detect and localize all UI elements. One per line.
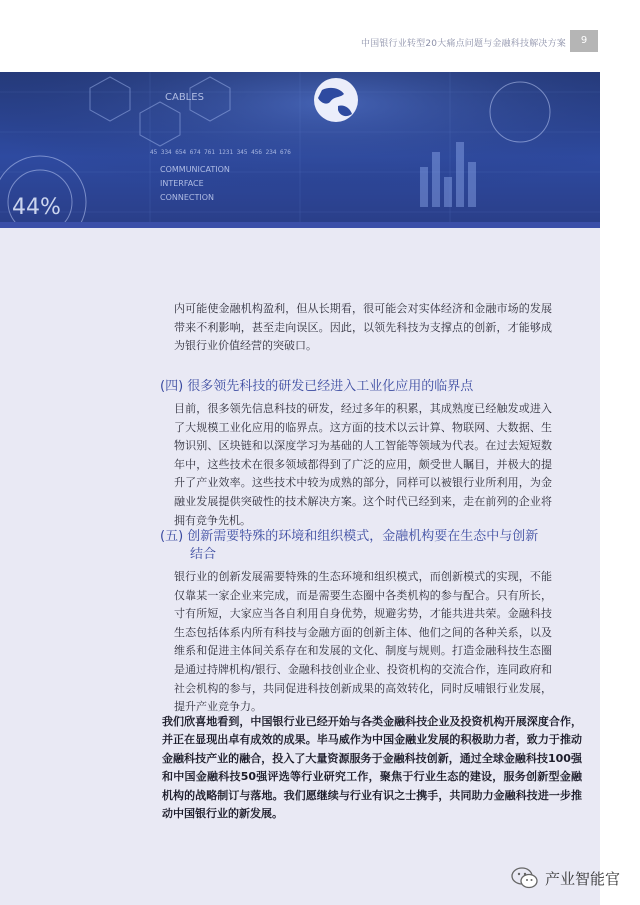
banner-word-connection: CONNECTION — [160, 193, 215, 202]
banner-word-interface: INTERFACE — [160, 179, 204, 188]
closing-paragraph: 我们欣喜地看到，中国银行业已经开始与各类金融科技企业及投资机构开展深度合作，并正在显现出卓有成效的成果。毕马威作为中国金融业发展的积极助力者，致力于推动金融科技产业的融合，投入了大量资源服务于金融科技创新，通过全球金融科技100强和中国金融科技50强评选等行业研究工作，聚焦于行业生态的建设，服务创新型金融机构的战略制订与落地。我们愿继续与行业有识之士携手，共同助力金融科技进一步推动中国银行业的新发展。 — [162, 715, 582, 821]
watermark-label: 产业智能官 — [544, 869, 620, 888]
section-5-heading-line2: 结合 — [190, 547, 217, 562]
banner-word-communication: COMMUNICATION — [160, 165, 230, 174]
section-5-heading-line1: (五) 创新需要特殊的环境和组织模式，金融机构要在生态中与创新 — [160, 529, 539, 544]
section-5-paragraph: 银行业的创新发展需要特殊的生态环境和组织模式，而创新模式的实现，不能仅靠某一家企业来完成，而是需要生态圈中各类机构的参与配合。只有所长，寸有所短，大家应当各自利用自身优势，规避劣势，才能共进共荣。金融科技生态包括体系内所有科技与金融方面的创新主体、他们之间的各种关系，以及维系和促进主体间关系存在和发展的文化、制度与规则。打造金融科技生态圈是通过持牌机构/银行、金融科技创业企业、投资机构的交流合作，连同政府和社会机构的参与，共同促进科技创新成果的高效转化，同时反哺银行业发展，提升产业竞争力。 — [174, 570, 552, 714]
globe-icon — [314, 78, 358, 122]
watermark — [511, 867, 620, 889]
banner-graphic — [0, 72, 600, 226]
page-number: 9 — [570, 30, 598, 52]
wechat-icon — [511, 867, 539, 889]
section-4-paragraph: 目前，很多领先信息科技的研发，经过多年的积累，其成熟度已经触发或进入了大规模工业化应用的临界点。这方面的技术以云计算、物联网、大数据、生物识别、区块链和以深度学习为基础的人工智能等领域为代表。在过去短短数年中，这些技术在很多领域都得到了广泛的应用，颇受世人瞩目，并极大的提升了产业效率。这些技术中较为成熟的部分，同样可以被银行业所利用，为金融业发展提供突破性的技术解决方案。这个时代已经到来，走在前列的企业将拥有竞争先机。 — [174, 402, 552, 527]
banner-image — [0, 72, 600, 226]
intro-paragraph: 内可能使金融机构盈利，但从长期看，很可能会对实体经济和金融市场的发展带来不利影响，甚至走向误区。因此，以领先科技为支撑点的创新，才能够成为银行业价值经营的突破口。 — [174, 302, 552, 353]
header-title: 中国银行业转型20大痛点问题与金融科技解决方案 — [360, 39, 566, 49]
banner-word-cables: CABLES — [165, 92, 204, 103]
banner-percent: 44% — [12, 195, 61, 220]
section-4-heading: (四) 很多领先科技的研发已经进入工业化应用的临界点 — [160, 379, 474, 394]
banner-numbers: 45 334 654 674 761 1231 345 456 234 676 — [150, 149, 291, 156]
